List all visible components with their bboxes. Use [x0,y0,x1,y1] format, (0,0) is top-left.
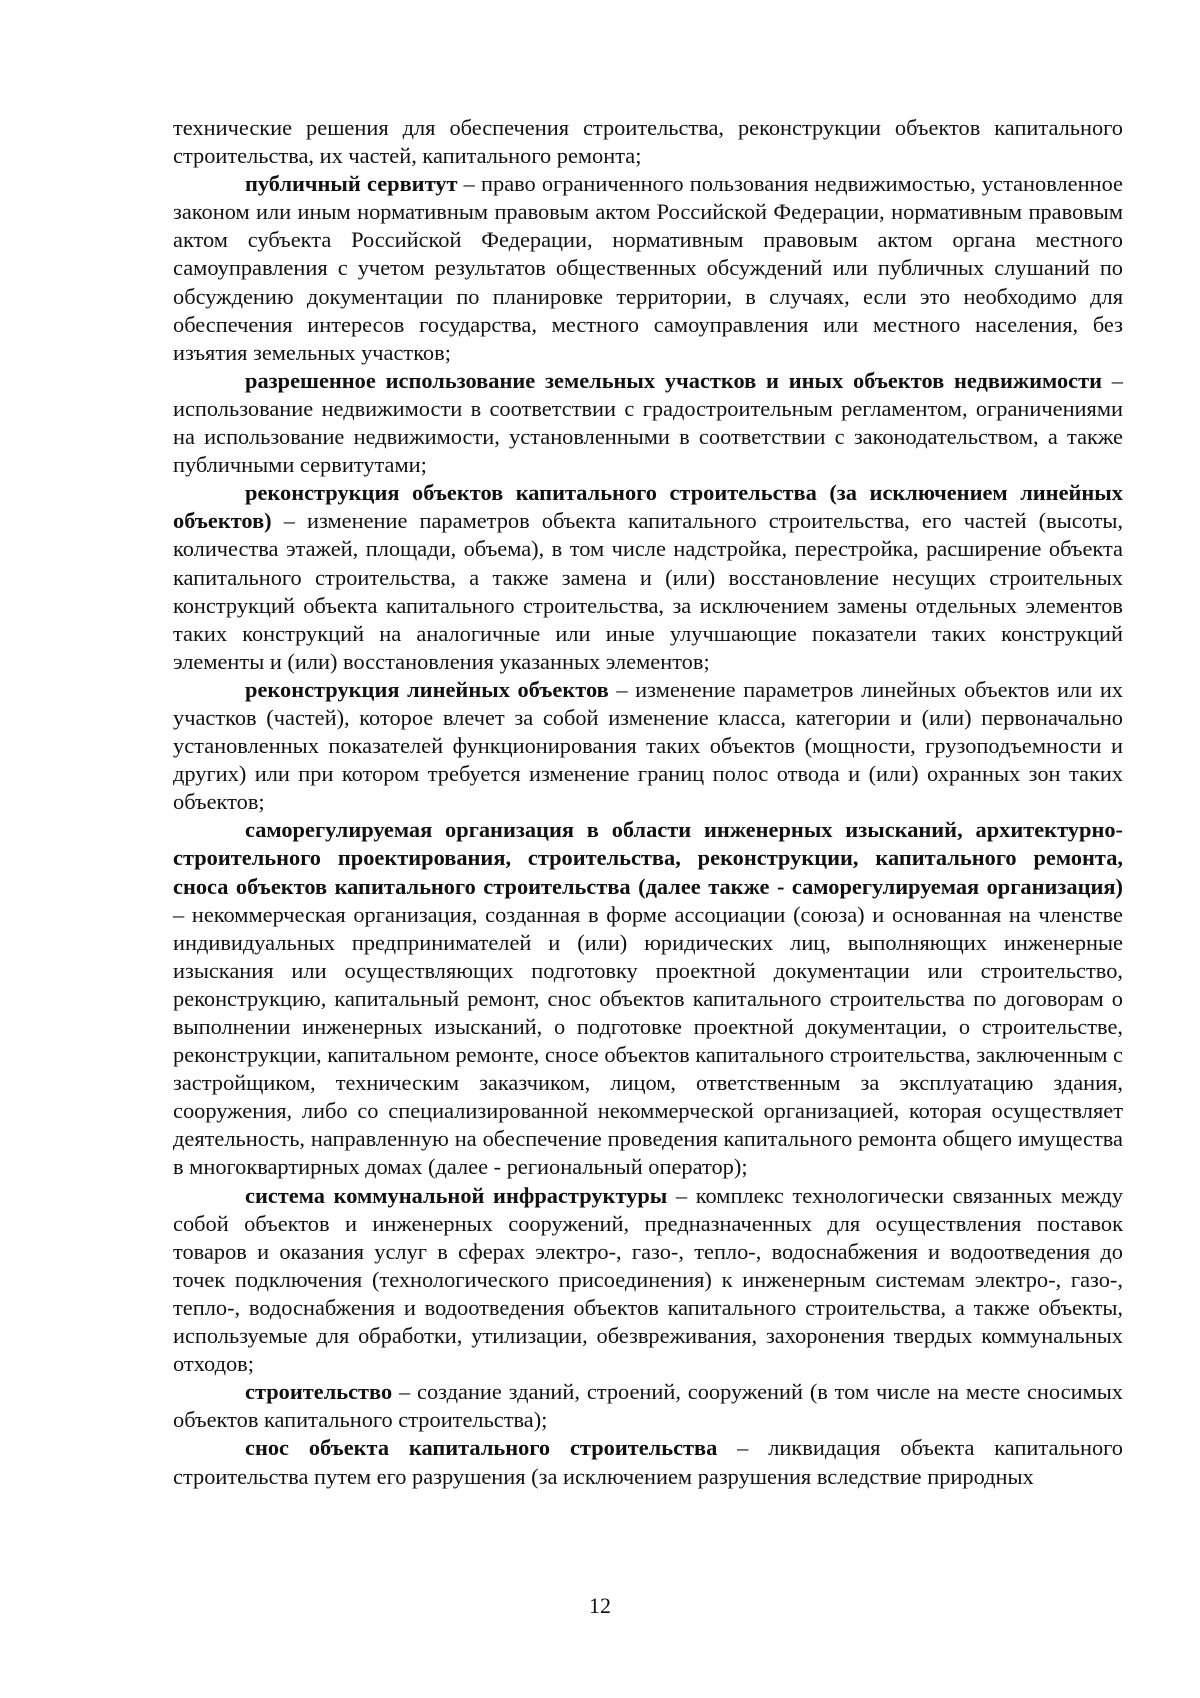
definition-reconstruction-capital [173,479,1123,676]
definition-permitted-use [173,367,1123,479]
definition-term: реконструкция объектов капитального строительства (за исключением линейных объектов) [173,480,1123,534]
definition-demolition [173,1434,1123,1490]
definition-text: – некоммерческая организация, созданная в форме ассоциации (союза) и основанная на членстве индивидуальных предпринимателей и (или) юридических лиц, выполняющих инженерные изыскания или осуществляющих подготовку проектной документации или строительство, реконструкцию, капитальный ремонт, снос объектов капитального строительства по договорам о выполнении инженерных изысканий, о подготовке проектной документации, о строительстве, реконструкции, капитальном ремонте, сносе объектов капитального строительства, заключенным с застройщиком, техническим заказчиком, лицом, ответственным за эксплуатацию здания, сооружения, либо со специализированной некоммерческой организацией, которая осуществляет деятельность, направленную на обеспечение проведения капитального ремонта общего имущества в многоквартирных домах (далее - региональный оператор); [173,901,1123,1180]
definition-text: – изменение параметров линейных объектов или их участков (частей), которое влечет за собой изменение класса, категории и (или) первоначально установленных показателей функционирования таких объектов (мощности, грузоподъемности и других) или при котором требуется изменение границ полос отвода и (или) охранных зон таких объектов; [173,676,1124,815]
definition-text: – ликвидация объекта капитального строительства путем его разрушения (за исключением разрушения вследствие природных [173,1435,1123,1489]
definition-term: снос объекта капитального строительства [245,1435,718,1461]
definition-reconstruction-linear [173,676,1123,816]
document-body [173,114,1123,1491]
definition-text: – использование недвижимости в соответствии с градостроительным регламентом, ограничениями на использование недвижимости, установленными в соответствии с законодательством, а также публичными сервитутами; [173,367,1123,478]
definition-text: – создание зданий, строений, сооружений (в том числе на месте сносимых объектов капитального строительства); [173,1379,1123,1433]
definition-term: система коммунальной инфраструктуры [245,1182,668,1208]
definition-construction [173,1378,1123,1434]
definition-term: разрешенное использование земельных участков и иных объектов недвижимости [245,367,1102,393]
definition-term: реконструкция линейных объектов [245,676,609,702]
definition-term: публичный сервитут [245,171,458,197]
page-number: 12 [589,1593,611,1618]
definition-communal-infrastructure [173,1182,1123,1379]
paragraph-continuation [173,114,1123,170]
definition-term: саморегулируемая организация в области инженерных изысканий, архитектурно-строительного проектирования, строительства, реконструкции, капитального ремонта, сноса объектов капитального строительства (далее также - саморегулируемая организация) [173,817,1123,899]
paragraph-text: технические решения для обеспечения строительства, реконструкции объектов капитального строительства, их частей, капитального ремонта; [173,115,1123,169]
definition-text: – комплекс технологически связанных между собой объектов и инженерных сооружений, предназначенных для осуществления поставок товаров и оказания услуг в сферах электро-, газо-, тепло-, водоснабжения и водоотведения до точек подключения (технологического присоединения) к инженерным системам электро-, газо-, тепло-, водоснабжения и водоотведения объектов капитального строительства, а также объекты, используемые для обработки, утилизации, обезвреживания, захоронения твердых коммунальных отходов; [173,1182,1123,1377]
definition-self-regulatory-organization [173,816,1123,1181]
definition-term: строительство [245,1379,393,1405]
definition-public-servitude [173,170,1123,367]
definition-text: – право ограниченного пользования недвижимостью, установленное законом или иным нормативным правовым актом Российской Федерации, нормативным правовым актом субъекта Российской Федерации, нормативным правовым актом органа местного самоуправления с учетом результатов общественных обсуждений или публичных слушаний по обсуждению документации по планировке территории, в случаях, если это необходимо для обеспечения интересов государства, местного самоуправления или местного населения, без изъятия земельных участков; [173,171,1123,365]
definition-text: – изменение параметров объекта капитального строительства, его частей (высоты, количества этажей, площади, объема), в том числе надстройка, перестройка, расширение объекта капитального строительства, а также замена и (или) восстановление несущих строительных конструкций объекта капитального строительства, за исключением замены отдельных элементов таких конструкций на аналогичные или иные улучшающие показатели таких конструкций элементы и (или) восстановления указанных элементов; [173,508,1123,674]
